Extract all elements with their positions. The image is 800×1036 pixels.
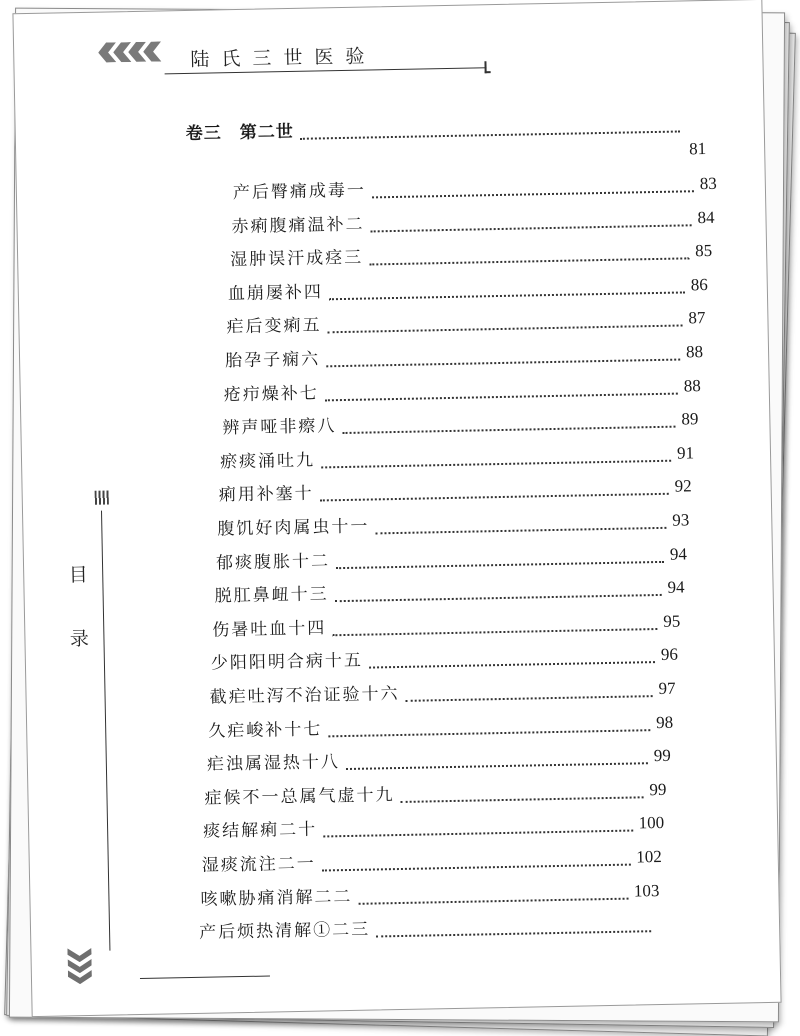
leader-dots [320,491,669,501]
toc-entry [209,674,675,713]
toc-entry-page: 88 [683,376,701,396]
side-label-bottom: 录 [69,627,90,651]
leader-dots [325,391,678,401]
toc-entry [204,775,666,814]
toc-entry-page: 98 [655,712,674,733]
leader-dots [300,129,680,139]
toc-entry [217,505,689,544]
leader-dots [329,290,685,300]
toc-entry-title: 湿肿误汗成痉三 [230,247,364,271]
side-rule [101,511,110,951]
leader-dots [343,424,676,433]
toc-entry [214,572,684,611]
toc-entry-title: 伤暑吐血十四 [212,618,327,641]
leader-dots [328,728,650,737]
leader-dots [326,357,680,367]
toc-entry-page: 85 [694,240,713,261]
toc-entry-title: 咳嗽胁痛消解二二 [200,886,353,910]
toc-entry-page: 103 [633,881,660,901]
toc-entry-title: 血崩屡补四 [227,282,324,305]
header-rule-end [484,61,490,73]
leader-dots [359,896,629,904]
toc-entry [208,708,673,747]
toc-entry-page: 97 [658,678,676,699]
toc-entry-title: 症候不一总属气虚十九 [204,785,395,809]
toc-entry-page: 92 [674,476,692,496]
leader-dots [332,627,657,636]
leader-dots [372,189,694,198]
leader-dots [322,862,631,871]
toc-entry-title: 疟后变痢五 [226,315,322,338]
leader-dots [346,761,648,770]
toc-entry-page: 94 [669,544,688,564]
toc-entry-title: 郁痰腹胀十二 [215,551,331,574]
toc-entry [203,808,664,847]
toc-entry-page: 84 [697,207,715,228]
leader-dots [371,223,692,232]
leader-dots [336,559,664,568]
toc-entry [228,270,708,309]
toc-entry [207,741,671,780]
book-title: 陆氏三世医验 [190,45,377,71]
leader-dots [375,525,666,534]
side-mark-icon [95,491,109,505]
toc-entry [225,337,703,376]
leader-dots [401,795,644,803]
toc-entry-title: 痰结解痢二十 [202,819,318,842]
toc-entry-title: 脱肛鼻衄十三 [214,584,329,607]
toc-entry-page: 99 [649,779,667,800]
toc-entry [226,303,705,342]
chapter-page-number: 81 [688,139,707,159]
toc-entry-page: 95 [663,611,681,631]
book-page [12,0,781,1017]
toc-entry-title: 疟浊属湿热十八 [206,752,341,775]
leader-dots [328,323,683,333]
footer-rule [140,976,270,979]
leader-dots [406,694,653,702]
leader-dots [323,828,633,837]
toc-entry [211,640,678,679]
toc-entry-page: 96 [660,644,679,664]
toc-entry-title: 截疟吐泻不治证验十六 [209,683,400,708]
toc-entry-title: 产后臀痛成毒一 [232,180,367,204]
toc-entry [216,539,687,578]
leader-dots [376,929,651,937]
toc-entry-page: 100 [638,812,665,833]
toc-entry-title: 疮疖燥补七 [223,383,319,406]
toc-entry-title: 湿痰流注二一 [201,853,317,876]
toc-entry-page: 94 [667,577,685,597]
toc-entry-title: 腹饥好肉属虫十一 [217,516,370,540]
toc-entry [220,438,694,477]
leader-dots [321,458,671,468]
toc-entry-title: 痢用补塞十 [218,483,314,506]
side-label [66,543,92,671]
toc-entry [200,876,659,915]
toc-entry-title: 瘀痰涌吐九 [219,450,316,473]
leader-dots [335,592,662,601]
toc-entry [202,842,662,881]
toc-entry [224,371,701,410]
leader-dots [369,256,689,265]
chapter-title: 第二世 [239,121,294,143]
toc-entry [230,236,712,275]
toc-entry-page: 88 [685,342,704,362]
toc-entry [222,404,698,443]
toc-entry [199,909,657,948]
toc-entry-page: 86 [690,274,708,295]
toc-entry-page: 89 [681,409,699,429]
toc-entry-page: 102 [636,846,662,867]
toc-entry-page: 83 [699,173,718,194]
toc-entry-title: 久疟峻补十七 [208,719,323,742]
toc-entry [218,471,691,510]
toc-entry-page: 99 [653,745,671,766]
toc-entry [212,607,680,646]
toc-entry-page: 91 [676,443,695,463]
chapter-volume: 卷三 [185,123,222,144]
footer-chevron-icon [67,951,92,984]
toc-entry-page: 87 [688,308,706,328]
toc-entry-title: 胎孕子痫六 [224,349,321,372]
toc-entry-title: 少阳阳明合病十五 [210,650,364,674]
leader-dots [369,660,655,668]
toc-entry-title: 赤痢腹痛温补二 [231,214,365,238]
toc-entry-page: 93 [672,510,690,530]
toc-entry [231,203,714,242]
toc-entry-title: 辨声哑非瘵八 [222,416,337,439]
toc-entry-title: 产后烦热清解①二三 [198,919,371,943]
header-chevron-icon [98,42,158,63]
side-label-top: 目 [68,563,88,587]
